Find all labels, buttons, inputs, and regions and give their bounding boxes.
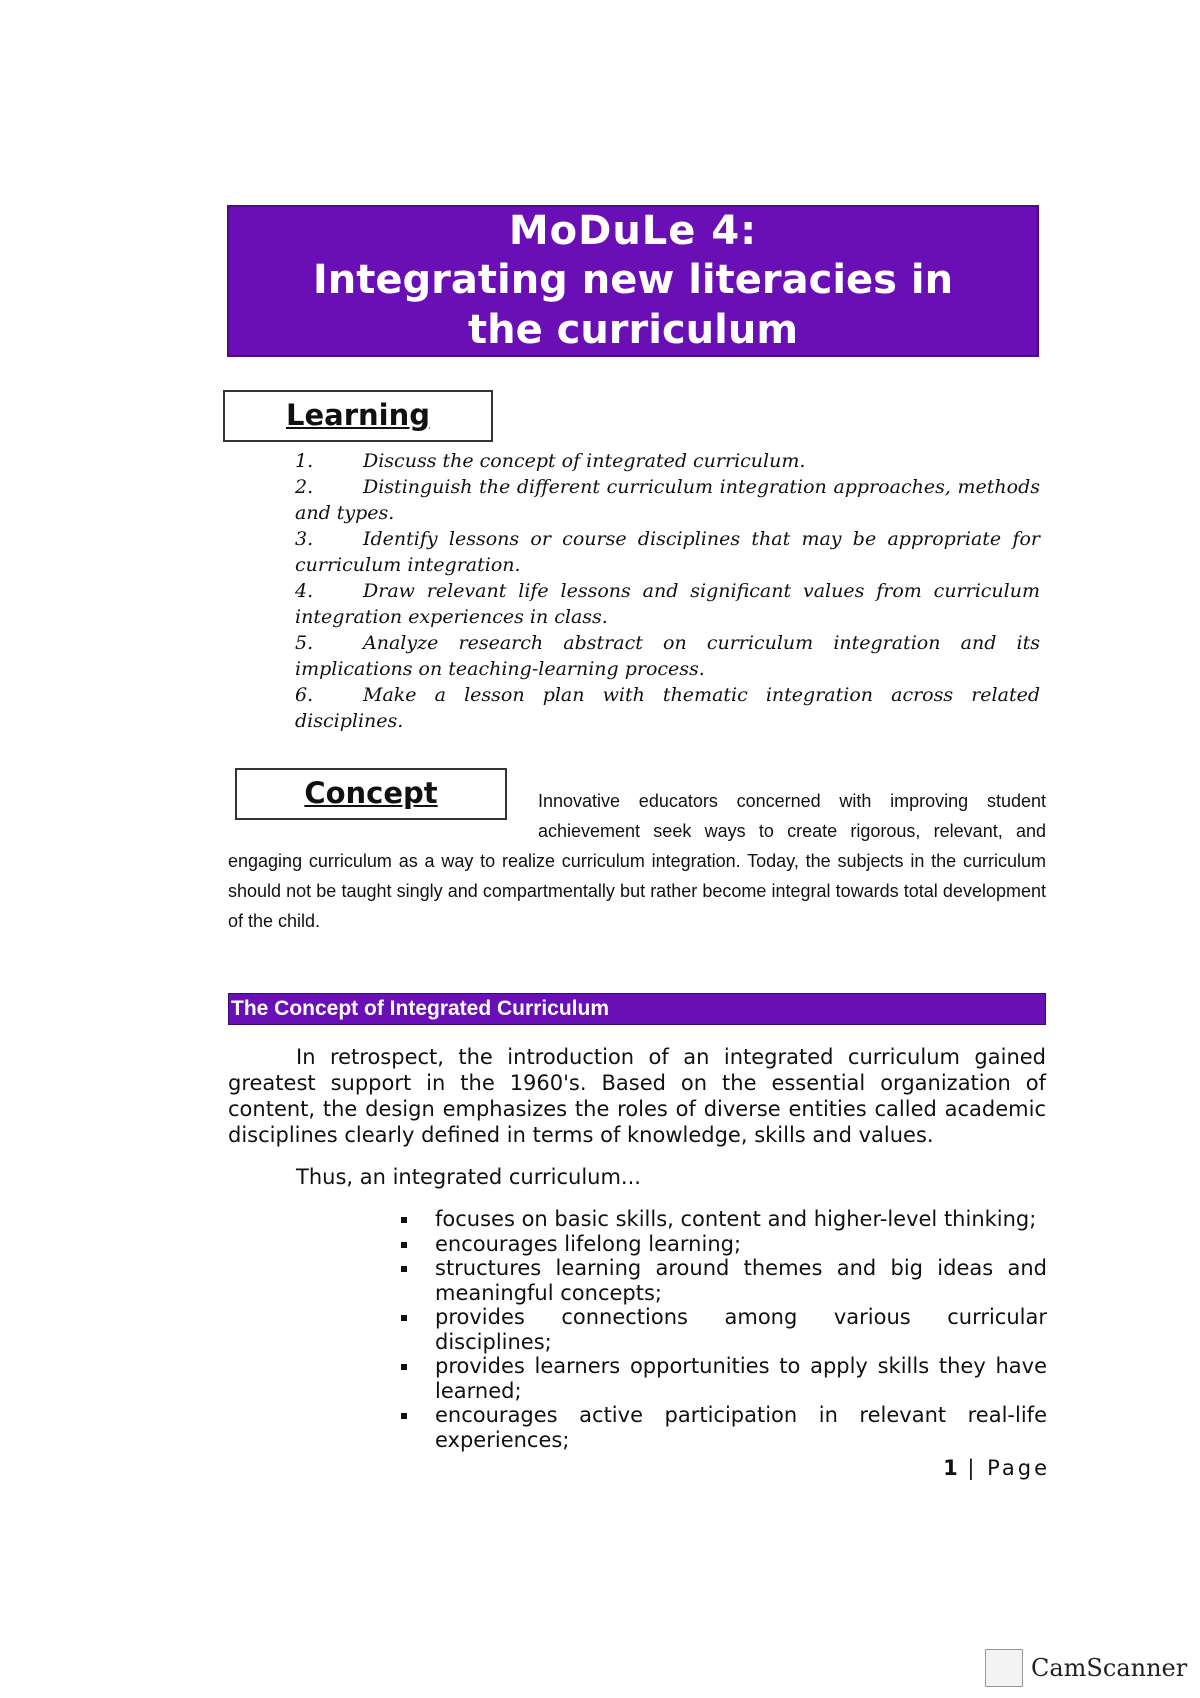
objective-item: 4. Draw relevant life lessons and significant values from curriculum integration experiences in class. [295, 580, 1040, 628]
intro-paragraph: In retrospect, the introduction of an integrated curriculum gained greatest support in the 1960's. Based on the essential organization of content, the design emphasizes the roles of diverse entities called academic disciplines clearly defined in terms of knowledge, skills and values. [228, 1045, 1046, 1147]
integrated-curriculum-bullets [395, 1207, 1047, 1452]
section-heading: The Concept of Integrated Curriculum [228, 993, 1046, 1025]
camscanner-watermark [985, 1648, 1187, 1688]
camscanner-label: CamScanner [1031, 1654, 1188, 1682]
camscanner-logo-icon [985, 1649, 1023, 1687]
concept-text: Innovative educators concerned with improving student achievement seek ways to create rigorous, relevant, and engaging curriculum as a way to realize curriculum integration. Today, the subjects in the curriculum should not be taught singly and compartmentally but rather become integral towards total development of the child. [228, 791, 1046, 931]
bullet-item: encourages active participation in relevant real-life experiences; [395, 1403, 1047, 1452]
module-title-line-2: the curriculum [467, 307, 799, 353]
objective-item: 1. Discuss the concept of integrated curriculum. [295, 450, 806, 472]
module-title-banner [227, 205, 1039, 357]
bullet-item: focuses on basic skills, content and higher-level thinking; [395, 1207, 1047, 1232]
thus-paragraph: Thus, an integrated curriculum... [296, 1165, 641, 1189]
objective-item: 2. Distinguish the different curriculum integration approaches, methods and types. [295, 476, 1040, 524]
objective-item: 5. Analyze research abstract on curriculum integration and its implications on teaching-learning process. [295, 632, 1040, 680]
bullet-item: provides connections among various curricular disciplines; [395, 1305, 1047, 1354]
bullet-item: provides learners opportunities to apply skills they have learned; [395, 1354, 1047, 1403]
page-number: 1 | Page [943, 1456, 1050, 1480]
module-title-line-1: Integrating new literacies in [312, 257, 954, 303]
objective-item: 6. Make a lesson plan with thematic integration across related disciplines. [295, 684, 1040, 732]
module-number: MoDuLe 4: [508, 208, 758, 254]
bullet-item: structures learning around themes and big ideas and meaningful concepts; [395, 1256, 1047, 1305]
learning-objectives-list [295, 448, 1040, 734]
objective-item: 3. Identify lessons or course disciplines that may be appropriate for curriculum integration. [295, 528, 1040, 576]
bullet-item: encourages lifelong learning; [395, 1232, 1047, 1257]
concept-paragraph [228, 786, 1046, 936]
concept-heading: Concept [235, 768, 507, 820]
learning-heading: Learning [223, 390, 493, 442]
